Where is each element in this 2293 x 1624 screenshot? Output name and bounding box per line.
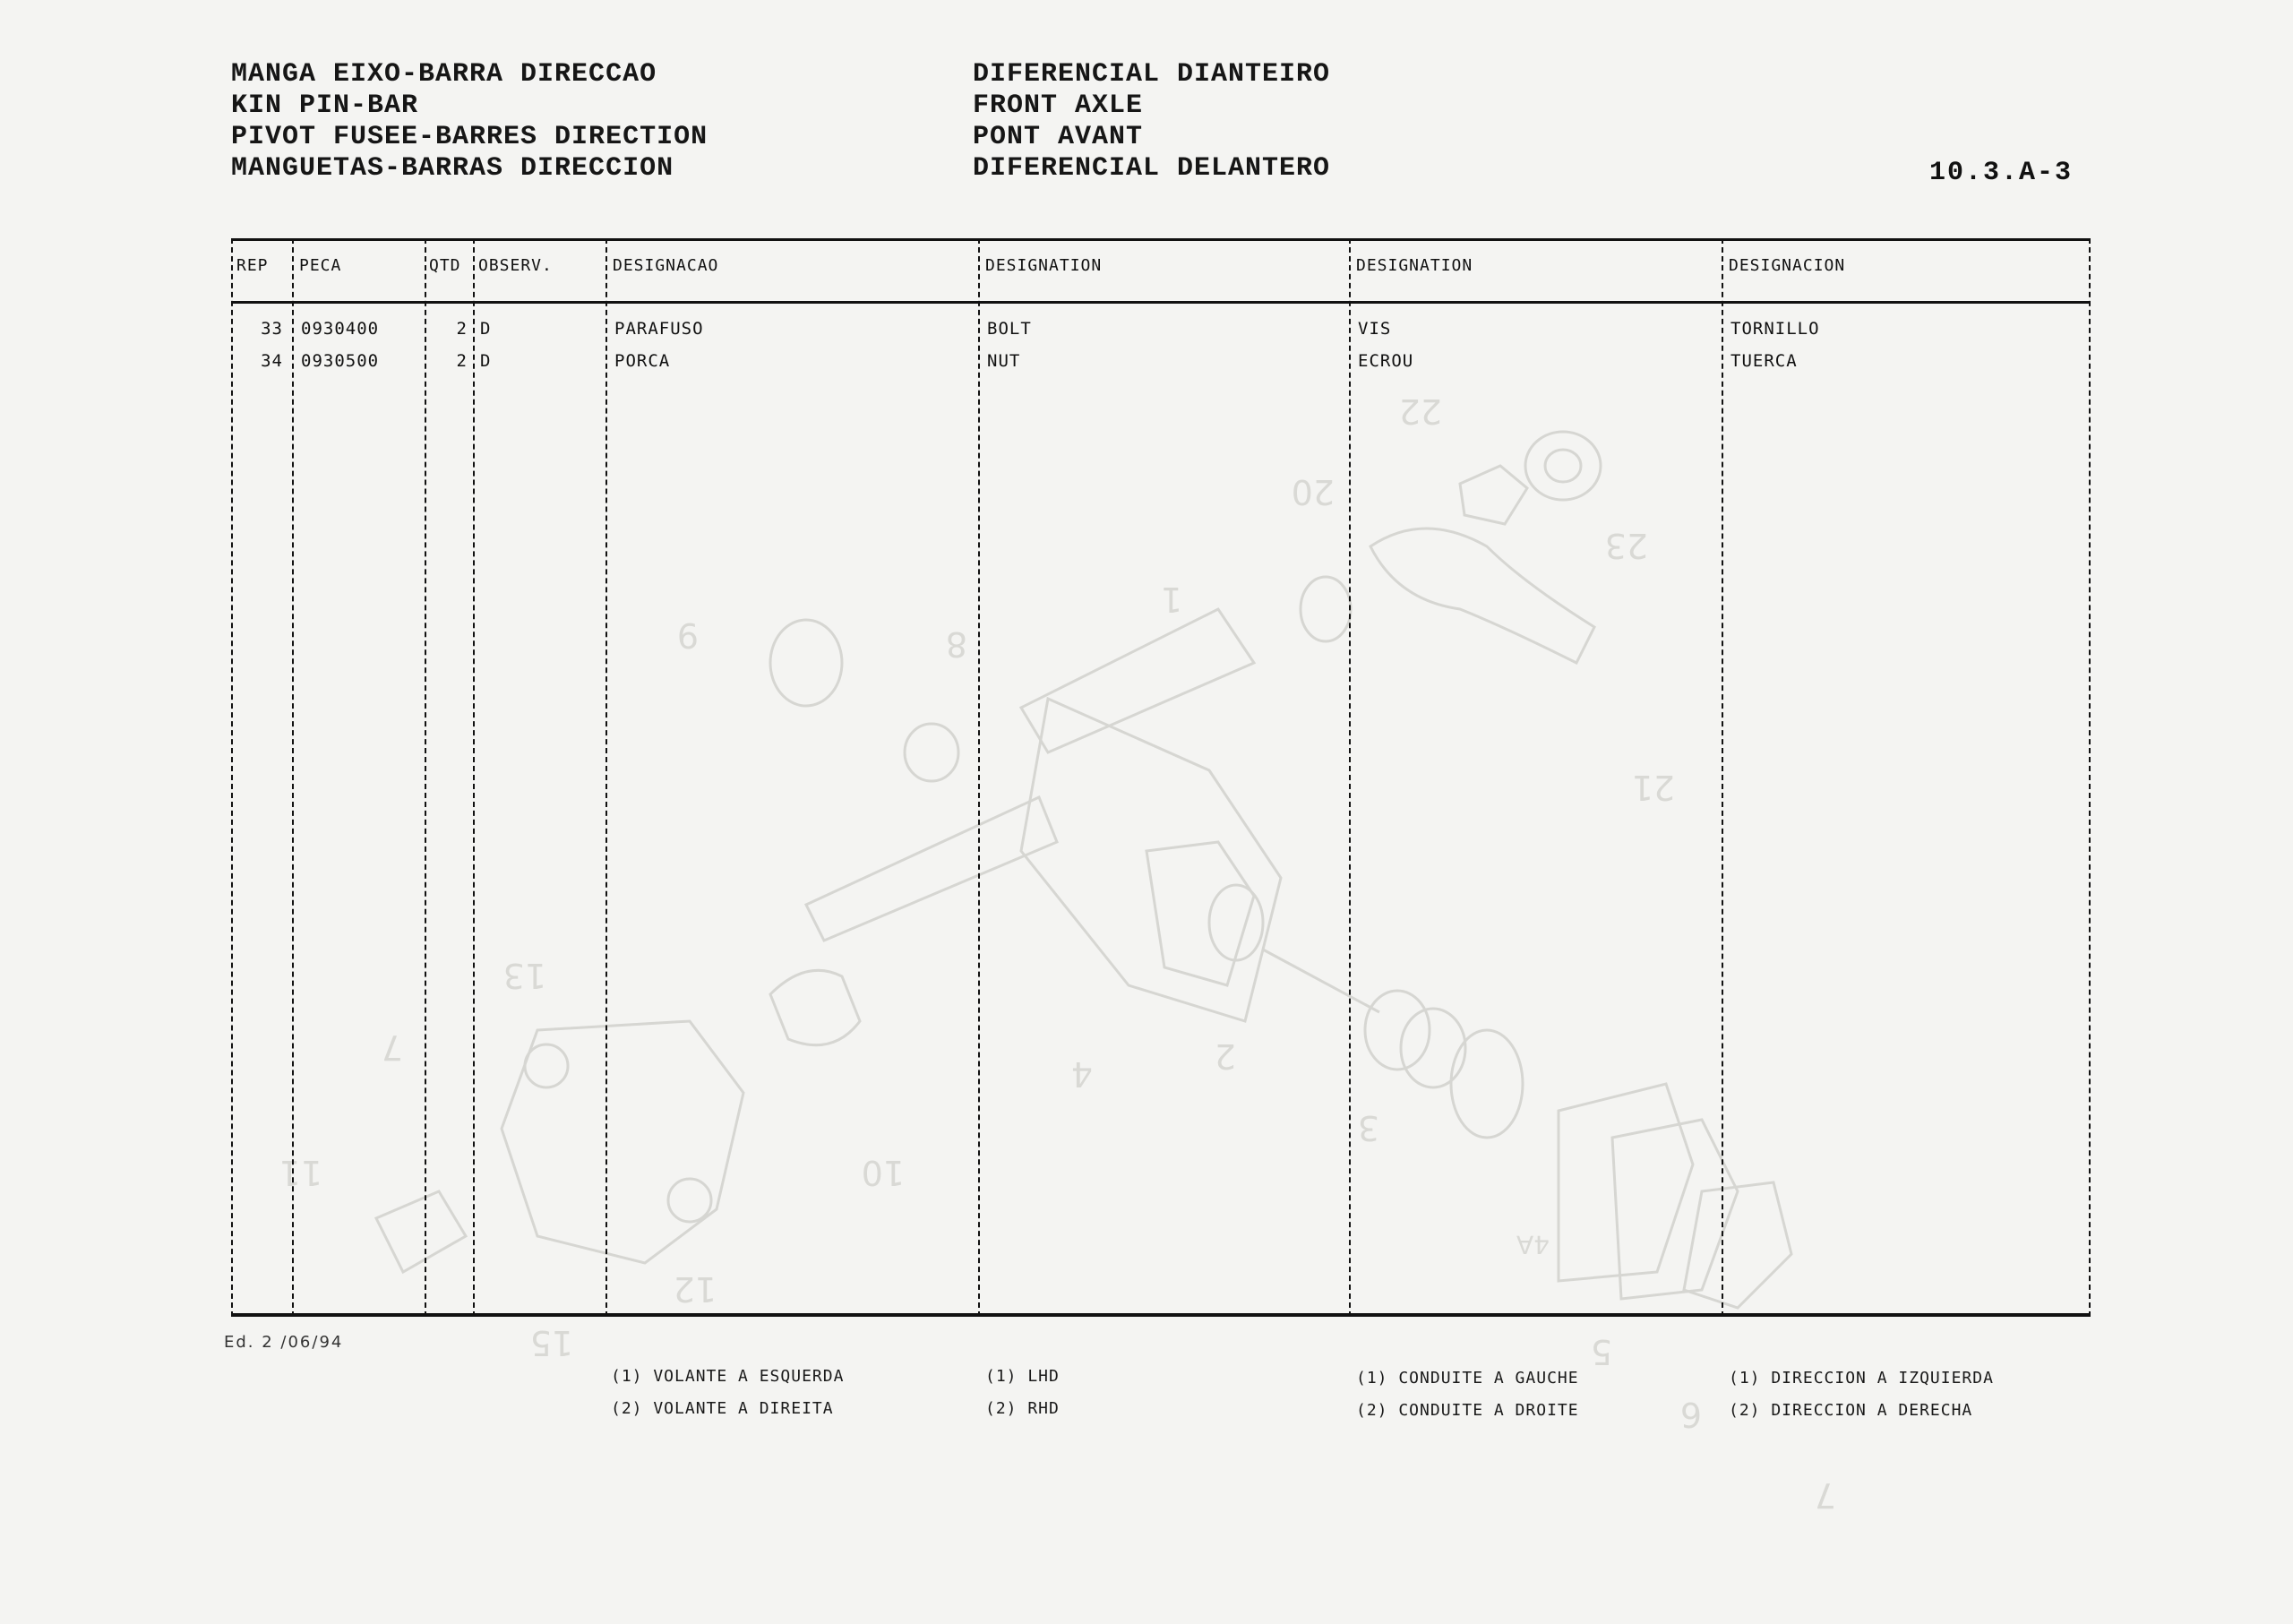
edition-date: Ed. 2 /06/94 [224,1333,344,1352]
title-fr: PIVOT FUSEE-BARRES DIRECTION [231,122,709,152]
callout-21: 21 [1631,768,1675,807]
assembly-en: FRONT AXLE [973,90,1144,121]
col-divider [473,238,475,1317]
footnote-en-2: (2) RHD [985,1399,1060,1418]
assembly-es: DIFERENCIAL DELANTERO [973,153,1331,184]
row-33-designation-fr: VIS [1358,319,1392,339]
row-33-designation-en: BOLT [987,319,1032,339]
callout-23: 23 [1604,526,1648,565]
callout-6: 6 [1679,1395,1702,1434]
col-header-designation-en: DESIGNATION [985,256,1103,275]
callout-7: 7 [381,1027,403,1067]
row-34-designation-en: NUT [987,351,1021,371]
callout-15: 15 [529,1323,573,1362]
callout-4a: 4A [1516,1230,1550,1259]
footnote-fr-2: (2) CONDUITE A DROITE [1356,1401,1579,1420]
table-top-rule [231,238,2091,241]
callout-12: 12 [673,1269,717,1309]
row-33-observ: D [480,319,492,339]
callout-3: 3 [1357,1108,1379,1147]
col-divider [2089,238,2091,1317]
col-divider [425,238,426,1317]
row-34-observ: D [480,351,492,371]
row-34-part-number: 0930500 [301,351,380,371]
table-header-rule [231,301,2091,304]
table-bottom-rule [231,1313,2091,1317]
col-divider [292,238,294,1317]
parts-table [231,238,2091,1317]
col-header-designacion: DESIGNACION [1729,256,1846,275]
col-divider [1722,238,1723,1317]
header-part-titles [231,59,708,185]
assembly-pt: DIFERENCIAL DIANTEIRO [973,59,1331,90]
title-es: MANGUETAS-BARRAS DIRECCION [231,153,674,184]
footnote-fr-1: (1) CONDUITE A GAUCHE [1356,1369,1579,1388]
col-divider [978,238,980,1317]
row-34-rep: 34 [261,351,283,371]
page-reference: 10.3.A-3 [1929,158,2074,188]
col-header-qtd: QTD [429,256,461,275]
row-33-designacao: PARAFUSO [614,319,704,339]
callout-2: 2 [1214,1036,1236,1076]
col-divider [1349,238,1351,1317]
callout-8: 8 [945,624,967,664]
row-34-designacion: TUERCA [1730,351,1798,371]
footnote-es-2: (2) DIRECCION A DERECHA [1729,1401,1973,1420]
title-pt: MANGA EIXO-BARRA DIRECCAO [231,59,657,90]
title-en: KIN PIN-BAR [231,90,419,121]
assembly-fr: PONT AVANT [973,122,1144,152]
row-34-designation-fr: ECROU [1358,351,1414,371]
callout-7b: 7 [1814,1475,1836,1515]
col-header-peca: PECA [299,256,342,275]
row-33-designacion: TORNILLO [1730,319,1820,339]
callout-13: 13 [502,956,546,995]
callout-22: 22 [1398,391,1442,431]
header-assembly-titles [973,59,1330,185]
col-divider [231,238,233,1317]
row-33-rep: 33 [261,319,283,339]
footnote-pt-2: (2) VOLANTE A DIREITA [611,1399,834,1418]
col-divider [605,238,607,1317]
col-header-designation-fr: DESIGNATION [1356,256,1473,275]
callout-20: 20 [1291,472,1335,511]
row-33-part-number: 0930400 [301,319,380,339]
col-header-rep: REP [236,256,269,275]
col-header-observ: OBSERV. [478,256,553,275]
callout-11: 11 [279,1153,322,1192]
col-header-designacao: DESIGNACAO [613,256,719,275]
callout-1: 1 [1160,580,1182,619]
callout-5: 5 [1590,1332,1612,1371]
footnote-en-1: (1) LHD [985,1367,1060,1386]
footnote-pt-1: (1) VOLANTE A ESQUERDA [611,1367,845,1386]
callout-9: 9 [676,615,699,655]
row-34-qty: 2 [456,351,468,371]
row-33-qty: 2 [456,319,468,339]
callout-10: 10 [861,1153,905,1192]
callout-4: 4 [1070,1054,1093,1094]
footnote-es-1: (1) DIRECCION A IZQUIERDA [1729,1369,1994,1388]
row-34-designacao: PORCA [614,351,671,371]
